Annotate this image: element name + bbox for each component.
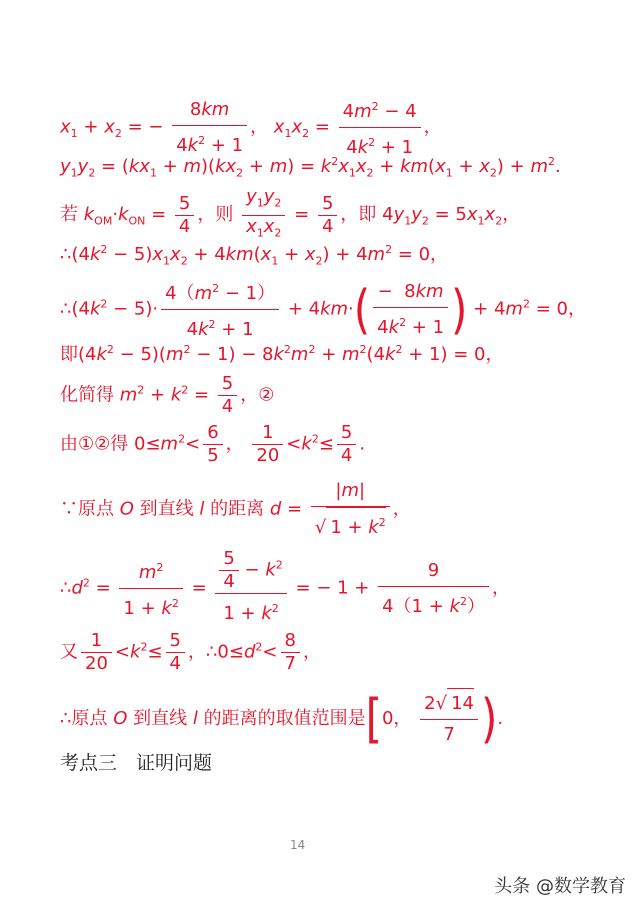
eq-line-1: $x_1 + x_2$ = − $\frac{8km}{4k^2 + 1}$ ， $x_1x_2$ = $\frac{4m^2 - 4}{4k^2 + 1}$ ， xyxy=(60,92,442,163)
eq-line-2: $y_1y_2 = (kx_1 + m)(kx_2 + m) = k^2x_1x_2 + km(x_1 + x_2) + m^2$. xyxy=(60,155,561,180)
eq-line-8: 由①②得 $0\le m^2<$ $\frac{6}{5}$ ， $\frac{1}{20}$ $<k^2\le$ $\frac{5}{4}$ . xyxy=(60,422,366,466)
eq-line-5: $\therefore(4k^2 - 5)\cdot$ $\frac{4(m^2 - 1)}{4k^2 + 1}$ + 4km·( $\frac{- 8km}{4k^2 + 1}$ ) + $4m^2 = 0$， xyxy=(60,274,586,345)
eq-line-4: $\therefore(4k^2 - 5)x_1x_2 + 4km(x_1 + x_2) + 4m^2 = 0$， xyxy=(60,243,449,268)
eq-line-12: ∴原点 O 到直线 l 的距离的取值范围是[0， $\frac{2√ 14}{7}$ ). xyxy=(60,687,504,749)
eq-line-9: ∵原点 O 到直线 l 的距离 d = $\frac{|m|}{√ 1 + k^2}$ ， xyxy=(60,476,411,543)
watermark: 头条 @数学教育 xyxy=(494,876,626,897)
eq-line-3: 若 $k_{OM}\cdot k_{ON}$ = $\frac{5}{4}$ ，则 $\frac{y_1y_2}{x_1x_2}$ = $\frac{5}{4}$ ，即 $4y_1y_2 = 5x_1x_2$， xyxy=(60,186,521,240)
eq-line-10: $\therefore d^2$ = $\frac{m^2}{1 + k^2}$ = $\frac{5}{4}$ − $k^2$ $1 + k^2$ = − 1 + $\frac{9}{4(1 + k^2)}$ ， xyxy=(60,548,510,624)
eq-line-7: 化简得 $m^2 + k^2$ = $\frac{5}{4}$ ，② xyxy=(60,373,275,417)
page-number: 14 xyxy=(290,838,306,852)
eq-line-11: 又 $\frac{1}{20}$ $<k^2\le$ $\frac{5}{4}$ ，$\therefore 0\le d^2<$ $\frac{8}{7}$ ， xyxy=(60,630,321,674)
fraction: $\frac{8km}{4k^2 + 1}$ xyxy=(172,95,247,161)
section-heading: 考点三 证明问题 xyxy=(60,752,213,774)
eq-line-6: 即$(4k^2 - 5)(m^2 - 1) - 8k^2m^2 + m^2(4k^2 + 1) = 0$， xyxy=(60,343,504,365)
fraction: $\frac{4m^2 - 4}{4k^2 + 1}$ xyxy=(339,92,421,163)
